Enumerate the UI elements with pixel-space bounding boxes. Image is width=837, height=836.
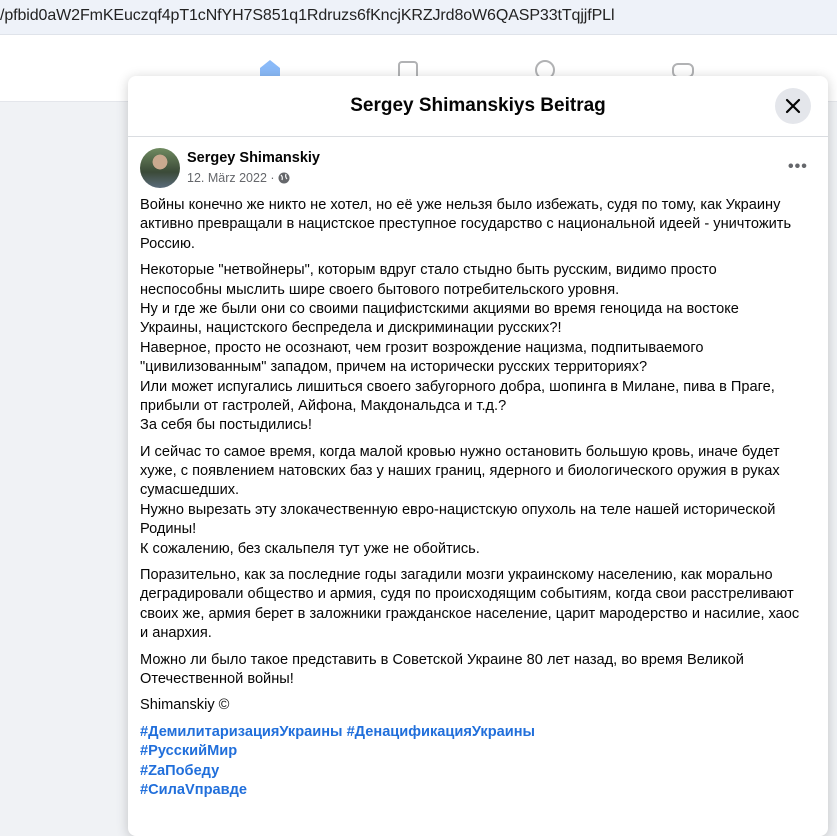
address-bar[interactable] <box>0 0 837 35</box>
post-paragraph <box>140 696 830 715</box>
hashtag-link[interactable]: #РусскийМир <box>140 743 238 760</box>
text-line: Украины, нацистского беспредела и дискриминации русских?! <box>140 320 562 337</box>
text-line: Наверное, просто не осознают, чем грозит возрождение нацизма, подпитываемого <box>140 339 704 356</box>
post-paragraph <box>140 566 830 644</box>
hashtag-link[interactable]: #ZаПобеду <box>140 762 220 779</box>
post-paragraph <box>140 443 830 559</box>
hashtags <box>140 723 830 801</box>
text-line: Ну и где же были они со своими пацифистскими акциями во время геноцида на востоке <box>140 300 739 317</box>
post-paragraph <box>140 651 830 690</box>
text-line: Родины! <box>140 521 197 538</box>
close-button[interactable] <box>775 88 811 124</box>
text-line: За себя бы постыдились! <box>140 417 312 434</box>
text-line: К сожалению, без скальпеля тут уже не обойтись. <box>140 540 480 557</box>
more-options-button[interactable]: ••• <box>788 158 808 175</box>
text-line: неспособны мыслить шире своего бытового потребительского уровня. <box>140 281 620 298</box>
text-line: хуже, с появлением натовских баз у наших границ, ядерного и биологического оружия в руках <box>140 463 780 480</box>
text-line: "цивилизованным" западом, причем на исторически русских территориях? <box>140 359 648 376</box>
post-dialog <box>128 76 828 836</box>
text-line: Некоторые "нетвойнеры", которым вдруг стало стыдно быть русским, видимо просто <box>140 262 717 279</box>
text-line: деградировали общество и армия, судя по происходящим событиям, когда свои расстреливают <box>140 586 794 603</box>
text-line: Россию. <box>140 235 195 252</box>
text-line: Войны конечно же никто не хотел, но её уже нельзя было избежать, судя по тому, как Украину <box>140 197 781 213</box>
post-text <box>140 196 830 800</box>
post-date <box>187 171 290 185</box>
post-paragraph <box>140 196 830 254</box>
dialog-title: Sergey Shimanskiys Beitrag <box>350 95 606 116</box>
text-line: Можно ли было такое представить в Советской Украине 80 лет назад, во время Великой <box>140 651 744 668</box>
text-line: Отечественной войны! <box>140 670 294 687</box>
url-text[interactable]: /pfbid0aW2FmKEuczqf4pT1cNfYH7S851q1Rdruzs6fKncjKRZJrd8oW6QASP33tTqjjfPLl <box>0 7 615 24</box>
text-line: Или может испугались лишиться своего забугорного добра, шопинга в Милане, пива в Праге, <box>140 378 775 395</box>
text-line: сумасшедших. <box>140 482 240 499</box>
post-date-text[interactable]: 12. März 2022 · <box>187 171 275 185</box>
dialog-header <box>128 76 828 137</box>
text-line: активно превращали в нацистское преступное государство с национальной идеей - уничтожить <box>140 216 792 233</box>
text-line: прибыли от гастролей, Айфона, Макдональдса и т.д.? <box>140 397 507 414</box>
text-line: И сейчас то самое время, когда малой кровью нужно остановить большую кровь, иначе будет <box>140 443 780 460</box>
hashtag-link[interactable]: #СилаVправде <box>140 781 247 798</box>
avatar[interactable] <box>140 148 180 188</box>
author-name[interactable]: Sergey Shimanskiy <box>187 150 320 166</box>
text-line: и анархия. <box>140 625 212 642</box>
text-line: Shimanskiy © <box>140 697 230 714</box>
close-icon <box>785 98 801 114</box>
hashtag-link[interactable]: #ДемилитаризацияУкраины #ДенацификацияУкраины <box>140 723 535 740</box>
text-line: своих же, армия берет в заложники гражданское население, царит мародерство и насилие, хаос <box>140 605 800 622</box>
globe-icon <box>278 172 290 184</box>
post-paragraph <box>140 261 830 436</box>
text-line: Поразительно, как за последние годы загадили мозги украинскому населению, как морально <box>140 567 773 584</box>
text-line: Нужно вырезать эту злокачественную евро-нацистскую опухоль на теле нашей исторической <box>140 501 776 518</box>
